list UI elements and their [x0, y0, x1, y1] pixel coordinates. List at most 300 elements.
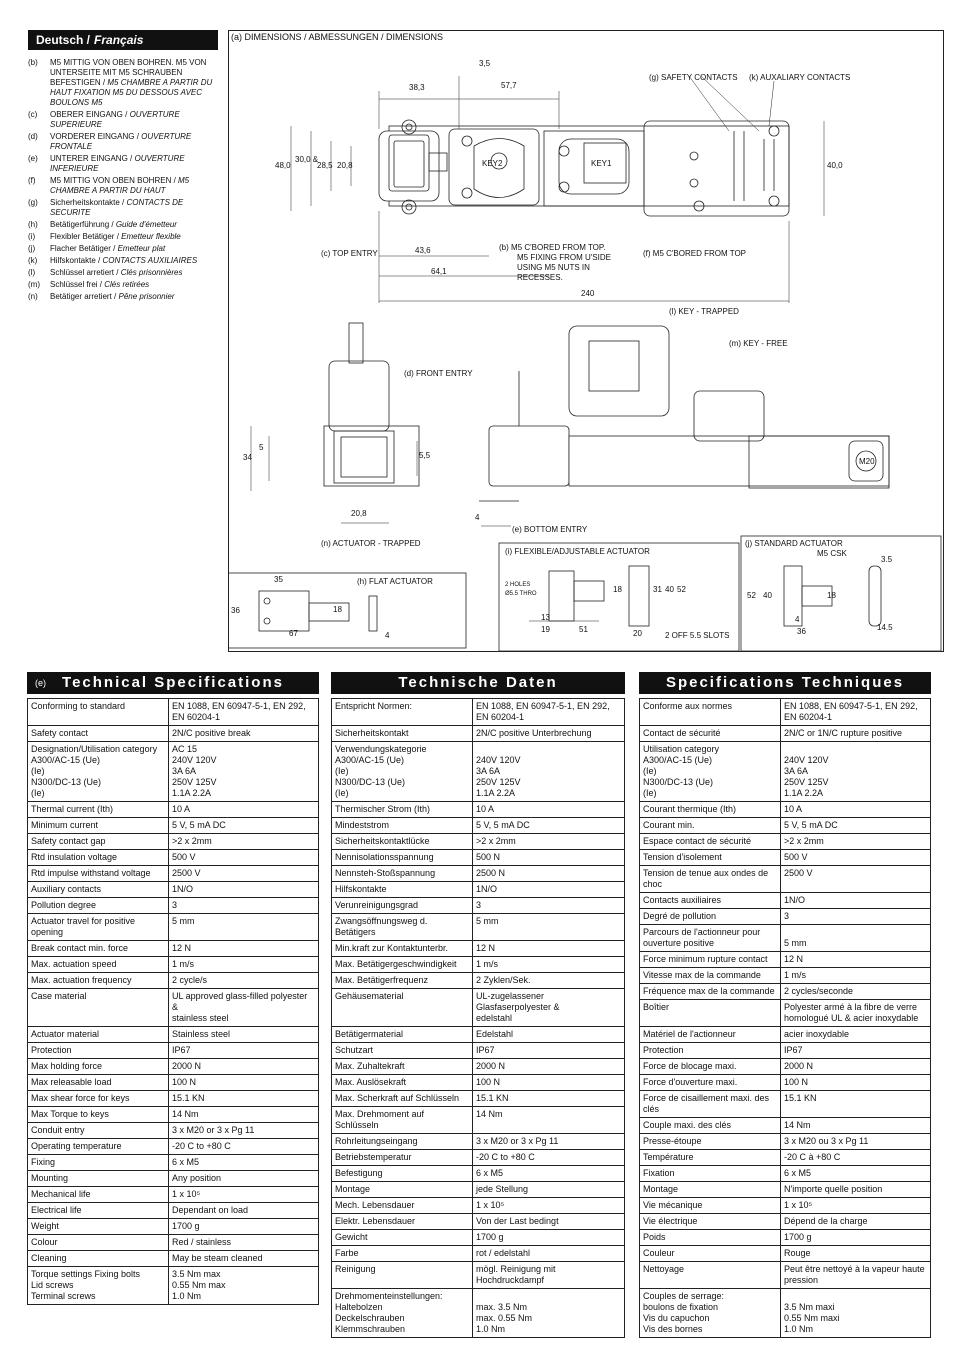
- spec-row: [640, 1000, 931, 1027]
- spec-label: Protection: [28, 1043, 169, 1059]
- spec-row: [332, 1043, 625, 1059]
- spec-row: [332, 1091, 625, 1107]
- spec-label: Matériel de l'actionneur: [640, 1027, 781, 1043]
- spec-row: [640, 1134, 931, 1150]
- spec-row: [640, 1091, 931, 1118]
- legend-item-de: M5 MITTIG VON OBEN BOHREN: [50, 176, 172, 185]
- spec-row: [28, 866, 319, 882]
- dim-i20: 20: [633, 629, 642, 638]
- spec-row: [640, 1198, 931, 1214]
- spec-value: 240V 120V 3A 6A 250V 125V 1.1A 2.2A: [473, 742, 625, 802]
- spec-label: Conforming to standard: [28, 699, 169, 726]
- spec-value: 3 x M20 ou 3 x Pg 11: [781, 1134, 931, 1150]
- spec-value: 1700 g: [169, 1219, 319, 1235]
- spec-label: Force de blocage maxi.: [640, 1059, 781, 1075]
- spec-value: 3.5 Nm maxi 0.55 Nm maxi 1.0 Nm: [781, 1289, 931, 1338]
- spec-title-french: [639, 672, 931, 694]
- spec-row: [640, 866, 931, 893]
- legend-list: [28, 58, 218, 302]
- spec-row: [640, 1118, 931, 1134]
- spec-value: 2000 N: [781, 1059, 931, 1075]
- spec-row: [28, 1155, 319, 1171]
- spec-row: [28, 1235, 319, 1251]
- spec-row: [332, 941, 625, 957]
- spec-value: EN 1088, EN 60947-5-1, EN 292, EN 60204-1: [169, 699, 319, 726]
- spec-value: 3: [169, 898, 319, 914]
- legend-item-text: UNTERER EINGANG / OUVERTURE INFERIEURE: [50, 154, 185, 173]
- spec-row: [28, 1251, 319, 1267]
- spec-value: IP67: [473, 1043, 625, 1059]
- spec-label: Max. Betätigergeschwindigkeit: [332, 957, 473, 973]
- spec-value: 14 Nm: [169, 1107, 319, 1123]
- legend-item-key: (n): [28, 292, 38, 301]
- legend-item-de: UNTERER EINGANG: [50, 154, 128, 163]
- spec-label: Colour: [28, 1235, 169, 1251]
- spec-value: -20 C to +80 C: [473, 1150, 625, 1166]
- spec-row: [640, 984, 931, 1000]
- spec-value: 12 N: [781, 952, 931, 968]
- legend-item: [28, 280, 218, 290]
- spec-row: [640, 1214, 931, 1230]
- spec-body-english: [28, 699, 319, 1305]
- dim-240: 240: [581, 289, 595, 298]
- spec-value: AC 15 240V 120V 3A 6A 250V 125V 1.1A 2.2A: [169, 742, 319, 802]
- legend-item-de: Betätiger arretiert: [50, 292, 112, 301]
- spec-table-french: [639, 672, 931, 1338]
- label-two-off: 2 OFF 5.5 SLOTS: [665, 631, 730, 640]
- legend-item-text: OBERER EINGANG / OUVERTURE SUPERIEURE: [50, 110, 180, 129]
- legend-item-fr: Clés prisonnières: [120, 268, 183, 277]
- spec-row: [640, 802, 931, 818]
- spec-label: Rtd impulse withstand voltage: [28, 866, 169, 882]
- spec-label: Thermal current (Ith): [28, 802, 169, 818]
- dim-i13: 13: [541, 613, 550, 622]
- spec-label: Presse-étoupe: [640, 1134, 781, 1150]
- spec-value: 1N/O: [169, 882, 319, 898]
- spec-label: Fréquence max de la commande: [640, 984, 781, 1000]
- spec-label: Espace contact de sécurité: [640, 834, 781, 850]
- spec-value: 2500 V: [781, 866, 931, 893]
- spec-row: [640, 726, 931, 742]
- spec-row: [332, 1059, 625, 1075]
- spec-value: 100 N: [169, 1075, 319, 1091]
- dim-28-5: 28,5: [317, 161, 333, 170]
- spec-label: Max releasable load: [28, 1075, 169, 1091]
- legend-item-fr: Emetteur plat: [117, 244, 166, 253]
- spec-label: Break contact min. force: [28, 941, 169, 957]
- spec-row: [28, 1267, 319, 1305]
- spec-value: 1N/O: [781, 893, 931, 909]
- spec-label: Tension d'isolement: [640, 850, 781, 866]
- legend-item-text: Sicherheitskontakte / CONTACTS DE SECURITE: [50, 198, 184, 217]
- dim-i18: 18: [613, 585, 622, 594]
- spec-value: Any position: [169, 1171, 319, 1187]
- spec-row: [332, 802, 625, 818]
- spec-value: 2000 N: [473, 1059, 625, 1075]
- spec-value: 2 cycle/s: [169, 973, 319, 989]
- drawing-title: (a) DIMENSIONS / ABMESSUNGEN / DIMENSIONS: [231, 32, 444, 42]
- label-two-holes: 2 HOLES Ø5.5 THRO: [505, 582, 537, 597]
- spec-label: Force minimum rupture contact: [640, 952, 781, 968]
- dim-j14-5: 14.5: [877, 623, 893, 632]
- spec-row: [332, 699, 625, 726]
- spec-row: [640, 1246, 931, 1262]
- spec-row: [332, 1075, 625, 1091]
- spec-value: 10 A: [473, 802, 625, 818]
- spec-value: 1 x 10⁵: [473, 1198, 625, 1214]
- spec-label: Befestigung: [332, 1166, 473, 1182]
- spec-title-text-german: Technische Daten: [398, 674, 558, 691]
- dim-i52: 52: [677, 585, 686, 594]
- spec-label: Max. Auslösekraft: [332, 1075, 473, 1091]
- legend-item-key: (h): [28, 220, 38, 229]
- spec-value: IP67: [169, 1043, 319, 1059]
- drawing-labels: [229, 31, 943, 651]
- spec-value: >2 x 2mm: [473, 834, 625, 850]
- spec-value: >2 x 2mm: [169, 834, 319, 850]
- dim-f67: 67: [289, 629, 298, 638]
- label-bottom-entry: (e) BOTTOM ENTRY: [512, 525, 588, 534]
- legend-item: [28, 132, 218, 152]
- legend-item: [28, 154, 218, 174]
- dim-57-7: 57,7: [501, 81, 517, 90]
- spec-row: [28, 1027, 319, 1043]
- spec-label: Protection: [640, 1043, 781, 1059]
- spec-row: [28, 1187, 319, 1203]
- spec-value: 500 V: [781, 850, 931, 866]
- legend-item-de: Schlüssel frei: [50, 280, 98, 289]
- spec-row: [640, 1027, 931, 1043]
- spec-value: 3.5 Nm max 0.55 Nm max 1.0 Nm: [169, 1267, 319, 1305]
- spec-table-german: [331, 672, 625, 1338]
- legend-item-key: (i): [28, 232, 36, 241]
- dim-64-1: 64,1: [431, 267, 447, 276]
- legend-item-de: VORDERER EINGANG: [50, 132, 135, 141]
- label-key-trapped: (l) KEY - TRAPPED: [669, 307, 739, 316]
- spec-label: Degré de pollution: [640, 909, 781, 925]
- spec-label: Vie électrique: [640, 1214, 781, 1230]
- dim-j36: 36: [797, 627, 806, 636]
- legend-item-de: Flacher Betätiger: [50, 244, 111, 253]
- spec-row: [332, 1289, 625, 1338]
- spec-row: [332, 834, 625, 850]
- spec-value: Red / stainless: [169, 1235, 319, 1251]
- spec-label: Boîtier: [640, 1000, 781, 1027]
- legend-item-de: Schlüssel arretiert: [50, 268, 115, 277]
- spec-row: [332, 1198, 625, 1214]
- spec-value: 500 N: [473, 850, 625, 866]
- legend-item-key: (b): [28, 58, 38, 67]
- spec-row: [332, 866, 625, 882]
- legend-item-text: Flacher Betätiger / Emetteur plat: [50, 244, 166, 253]
- spec-row: [640, 893, 931, 909]
- spec-value: 2500 N: [473, 866, 625, 882]
- legend-item-text: Schlüssel frei / Clés retirées: [50, 280, 150, 289]
- spec-row: [640, 968, 931, 984]
- legend-item: [28, 176, 218, 196]
- dim-i19: 19: [541, 625, 550, 634]
- legend-item: [28, 198, 218, 218]
- spec-value: 240V 120V 3A 6A 250V 125V 1.1A 2.2A: [781, 742, 931, 802]
- legend-item-key: (e): [28, 154, 38, 163]
- dim-48-0: 48,0: [275, 161, 291, 170]
- spec-table-english: [27, 672, 319, 1305]
- dim-i51: 51: [579, 625, 588, 634]
- spec-label: Courant min.: [640, 818, 781, 834]
- spec-value: UL approved glass-filled polyester & stainless steel: [169, 989, 319, 1027]
- spec-value: max. 3.5 Nm max. 0.55 Nm 1.0 Nm: [473, 1289, 625, 1338]
- spec-value: 5 mm: [781, 925, 931, 952]
- spec-row: [640, 952, 931, 968]
- spec-label: Parcours de l'actionneur pour ouverture positive: [640, 925, 781, 952]
- spec-value: May be steam cleaned: [169, 1251, 319, 1267]
- label-flat-actuator: (h) FLAT ACTUATOR: [357, 577, 433, 586]
- label-cbored-b4: RECESSES.: [517, 273, 563, 282]
- spec-label: Max. actuation frequency: [28, 973, 169, 989]
- label-m5csk: M5 CSK: [817, 549, 847, 558]
- spec-label: Actuator material: [28, 1027, 169, 1043]
- spec-label: Mechanical life: [28, 1187, 169, 1203]
- legend-item-de: Sicherheitskontakte: [50, 198, 120, 207]
- spec-label: Case material: [28, 989, 169, 1027]
- spec-value: 1 m/s: [169, 957, 319, 973]
- legend-item-text: Hilfskontakte / CONTACTS AUXILIAIRES: [50, 256, 198, 265]
- dim-i40: 40: [665, 585, 674, 594]
- spec-value: 1700 g: [473, 1230, 625, 1246]
- spec-value: 2 Zyklen/Sek.: [473, 973, 625, 989]
- spec-value: Polyester armé à la fibre de verre homologué UL & acier inoxydable: [781, 1000, 931, 1027]
- dim-20-8b: 20,8: [351, 509, 367, 518]
- spec-label: Torque settings Fixing bolts Lid screws Terminal screws: [28, 1267, 169, 1305]
- spec-row: [28, 957, 319, 973]
- label-key1: KEY1: [591, 159, 612, 168]
- spec-label: Elektr. Lebensdauer: [332, 1214, 473, 1230]
- legend-item-key: (m): [28, 280, 40, 289]
- spec-row: [28, 941, 319, 957]
- spec-value: 12 N: [473, 941, 625, 957]
- spec-value: 5 V, 5 mA DC: [473, 818, 625, 834]
- spec-value: 2000 N: [169, 1059, 319, 1075]
- spec-value: 1N/O: [473, 882, 625, 898]
- spec-label: Minimum current: [28, 818, 169, 834]
- spec-value: 15.1 KN: [781, 1091, 931, 1118]
- spec-label: Vitesse max de la commande: [640, 968, 781, 984]
- spec-label: Safety contact: [28, 726, 169, 742]
- spec-label: Force de cisaillement maxi. des clés: [640, 1091, 781, 1118]
- spec-row: [332, 1107, 625, 1134]
- spec-row: [28, 1219, 319, 1235]
- spec-label: Designation/Utilisation category A300/AC-15 (Ue) (Ie) N300/DC-13 (Ue) (Ie): [28, 742, 169, 802]
- spec-label: Zwangsöffnungsweg d. Betätigers: [332, 914, 473, 941]
- spec-row: [28, 1203, 319, 1219]
- spec-label: Farbe: [332, 1246, 473, 1262]
- dim-34: 34: [243, 453, 252, 462]
- spec-label: Sicherheitskontakt: [332, 726, 473, 742]
- spec-title-text-french: Specifications Techniques: [665, 674, 905, 691]
- spec-label: Schutzart: [332, 1043, 473, 1059]
- label-m20: M20: [859, 457, 875, 466]
- label-cbored-b: (b) M5 C'BORED FROM TOP.: [499, 243, 606, 252]
- dim-20-8: 20,8: [337, 161, 353, 170]
- spec-value: 2N/C positive Unterbrechung: [473, 726, 625, 742]
- spec-label: Utilisation category A300/AC-15 (Ue) (Ie) N300/DC-13 (Ue) (Ie): [640, 742, 781, 802]
- spec-label: Fixing: [28, 1155, 169, 1171]
- spec-label: Mech. Lebensdauer: [332, 1198, 473, 1214]
- spec-label: Auxiliary contacts: [28, 882, 169, 898]
- spec-label: Operating temperature: [28, 1139, 169, 1155]
- spec-title-english: [27, 672, 319, 694]
- spec-row: [332, 1166, 625, 1182]
- spec-row: [640, 1262, 931, 1289]
- dim-f35: 35: [274, 575, 283, 584]
- spec-label: Max. Zuhaltekraft: [332, 1059, 473, 1075]
- spec-row: [332, 726, 625, 742]
- spec-label: Mounting: [28, 1171, 169, 1187]
- spec-value: 15.1 KN: [473, 1091, 625, 1107]
- spec-label: Conforme aux normes: [640, 699, 781, 726]
- spec-label: Température: [640, 1150, 781, 1166]
- spec-row: [28, 914, 319, 941]
- spec-label: Couples de serrage: boulons de fixation Vis du capuchon Vis des bornes: [640, 1289, 781, 1338]
- spec-row: [332, 1182, 625, 1198]
- spec-row: [640, 818, 931, 834]
- spec-row: [332, 818, 625, 834]
- legend-item: [28, 244, 218, 254]
- spec-value: Dependant on load: [169, 1203, 319, 1219]
- spec-label: Safety contact gap: [28, 834, 169, 850]
- spec-row: [28, 726, 319, 742]
- spec-code-english: (e): [35, 678, 46, 688]
- spec-value: 1 x 10⁵: [169, 1187, 319, 1203]
- spec-row: [332, 850, 625, 866]
- legend-item-fr: M5 CHAMBRE A PARTIR DU HAUT FIXATION M5 DU DESSOUS AVEC BOULONS M5: [50, 78, 213, 107]
- spec-value: mögl. Reinigung mit Hochdruckdampf: [473, 1262, 625, 1289]
- spec-value: IP67: [781, 1043, 931, 1059]
- legend-item-fr: OUVERTURE FRONTALE: [50, 132, 192, 151]
- spec-label: Mindeststrom: [332, 818, 473, 834]
- spec-row: [28, 802, 319, 818]
- legend-item-de: Betätigerführung: [50, 220, 110, 229]
- spec-label: Max. Betätigerfrequenz: [332, 973, 473, 989]
- spec-row: [28, 1075, 319, 1091]
- legend-title-de: Deutsch /: [36, 33, 91, 47]
- spec-value: 6 x M5: [473, 1166, 625, 1182]
- spec-value: Von der Last bedingt: [473, 1214, 625, 1230]
- dim-j3-5: 3.5: [881, 555, 893, 564]
- legend-item-key: (l): [28, 268, 36, 277]
- spec-label: Rohrleitungseingang: [332, 1134, 473, 1150]
- spec-label: Min.kraft zur Kontaktunterbr.: [332, 941, 473, 957]
- spec-row: [640, 1182, 931, 1198]
- spec-body-german: [332, 699, 625, 1338]
- spec-row: [640, 850, 931, 866]
- spec-label: Max Torque to keys: [28, 1107, 169, 1123]
- spec-value: jede Stellung: [473, 1182, 625, 1198]
- spec-label: Electrical life: [28, 1203, 169, 1219]
- spec-label: Weight: [28, 1219, 169, 1235]
- spec-value: 3: [473, 898, 625, 914]
- spec-label: Tension de tenue aux ondes de choc: [640, 866, 781, 893]
- spec-label: Drehmomenteinstellungen: Haltebolzen Deckelschrauben Klemmschrauben: [332, 1289, 473, 1338]
- spec-row: [332, 1214, 625, 1230]
- legend-item-fr: CONTACTS DE SECURITE: [50, 198, 184, 217]
- spec-row: [640, 909, 931, 925]
- legend-item-key: (c): [28, 110, 38, 119]
- dim-j18: 18: [827, 591, 836, 600]
- spec-row: [332, 882, 625, 898]
- dim-j40: 40: [763, 591, 772, 600]
- label-safety-contacts: (g) SAFETY CONTACTS: [649, 73, 738, 82]
- spec-value: 14 Nm: [473, 1107, 625, 1134]
- spec-value: EN 1088, EN 60947-5-1, EN 292, EN 60204-1: [781, 699, 931, 726]
- spec-value: -20 C à +80 C: [781, 1150, 931, 1166]
- spec-value: 5 mm: [473, 914, 625, 941]
- legend-item-key: (k): [28, 256, 38, 265]
- spec-label: Max holding force: [28, 1059, 169, 1075]
- spec-row: [28, 898, 319, 914]
- spec-row: [28, 834, 319, 850]
- spec-row: [28, 989, 319, 1027]
- spec-row: [28, 699, 319, 726]
- spec-row: [640, 1166, 931, 1182]
- spec-label: Nennsteh-Stoßspannung: [332, 866, 473, 882]
- legend-panel: [28, 30, 218, 304]
- dim-f4: 4: [385, 631, 390, 640]
- spec-value: -20 C to +80 C: [169, 1139, 319, 1155]
- spec-value: acier inoxydable: [781, 1027, 931, 1043]
- spec-value: 500 V: [169, 850, 319, 866]
- legend-item-fr: OUVERTURE SUPERIEURE: [50, 110, 180, 129]
- spec-value: 3 x M20 or 3 x Pg 11: [473, 1134, 625, 1150]
- spec-label: Thermischer Strom (Ith): [332, 802, 473, 818]
- spec-value: rot / edelstahl: [473, 1246, 625, 1262]
- spec-value: 5 V, 5 mA DC: [169, 818, 319, 834]
- spec-value: 100 N: [473, 1075, 625, 1091]
- spec-value: 3: [781, 909, 931, 925]
- legend-item-fr: CONTACTS AUXILIAIRES: [102, 256, 198, 265]
- legend-item: [28, 110, 218, 130]
- spec-label: Max shear force for keys: [28, 1091, 169, 1107]
- label-cbored-b2: M5 FIXING FROM U'SIDE: [517, 253, 611, 262]
- spec-value: 2N/C or 1N/C rupture positive: [781, 726, 931, 742]
- spec-row: [640, 699, 931, 726]
- spec-label: Rtd insulation voltage: [28, 850, 169, 866]
- spec-value: >2 x 2mm: [781, 834, 931, 850]
- legend-item-text: M5 MITTIG VON OBEN BOHREN / M5 CHAMBRE A PARTIR DU HAUT: [50, 176, 190, 195]
- label-aux-contacts: (k) AUXALIARY CONTACTS: [749, 73, 851, 82]
- spec-row: [640, 1075, 931, 1091]
- legend-item: [28, 58, 218, 108]
- dim-4: 4: [475, 513, 480, 522]
- spec-row: [640, 925, 931, 952]
- spec-value: Peut être nettoyé à la vapeur haute pression: [781, 1262, 931, 1289]
- spec-label: Betätigermaterial: [332, 1027, 473, 1043]
- spec-row: [28, 1091, 319, 1107]
- spec-row: [28, 1123, 319, 1139]
- legend-item-key: (g): [28, 198, 38, 207]
- legend-item: [28, 220, 218, 230]
- spec-row: [640, 1150, 931, 1166]
- spec-label: Contacts auxiliaires: [640, 893, 781, 909]
- spec-row: [332, 989, 625, 1027]
- spec-row: [28, 742, 319, 802]
- spec-row: [640, 1043, 931, 1059]
- legend-item-text: Betätiger arretiert / Pêne prisonnier: [50, 292, 175, 301]
- label-top-entry: (c) TOP ENTRY: [321, 249, 378, 258]
- spec-row: [28, 1107, 319, 1123]
- spec-row: [332, 742, 625, 802]
- spec-label: Couleur: [640, 1246, 781, 1262]
